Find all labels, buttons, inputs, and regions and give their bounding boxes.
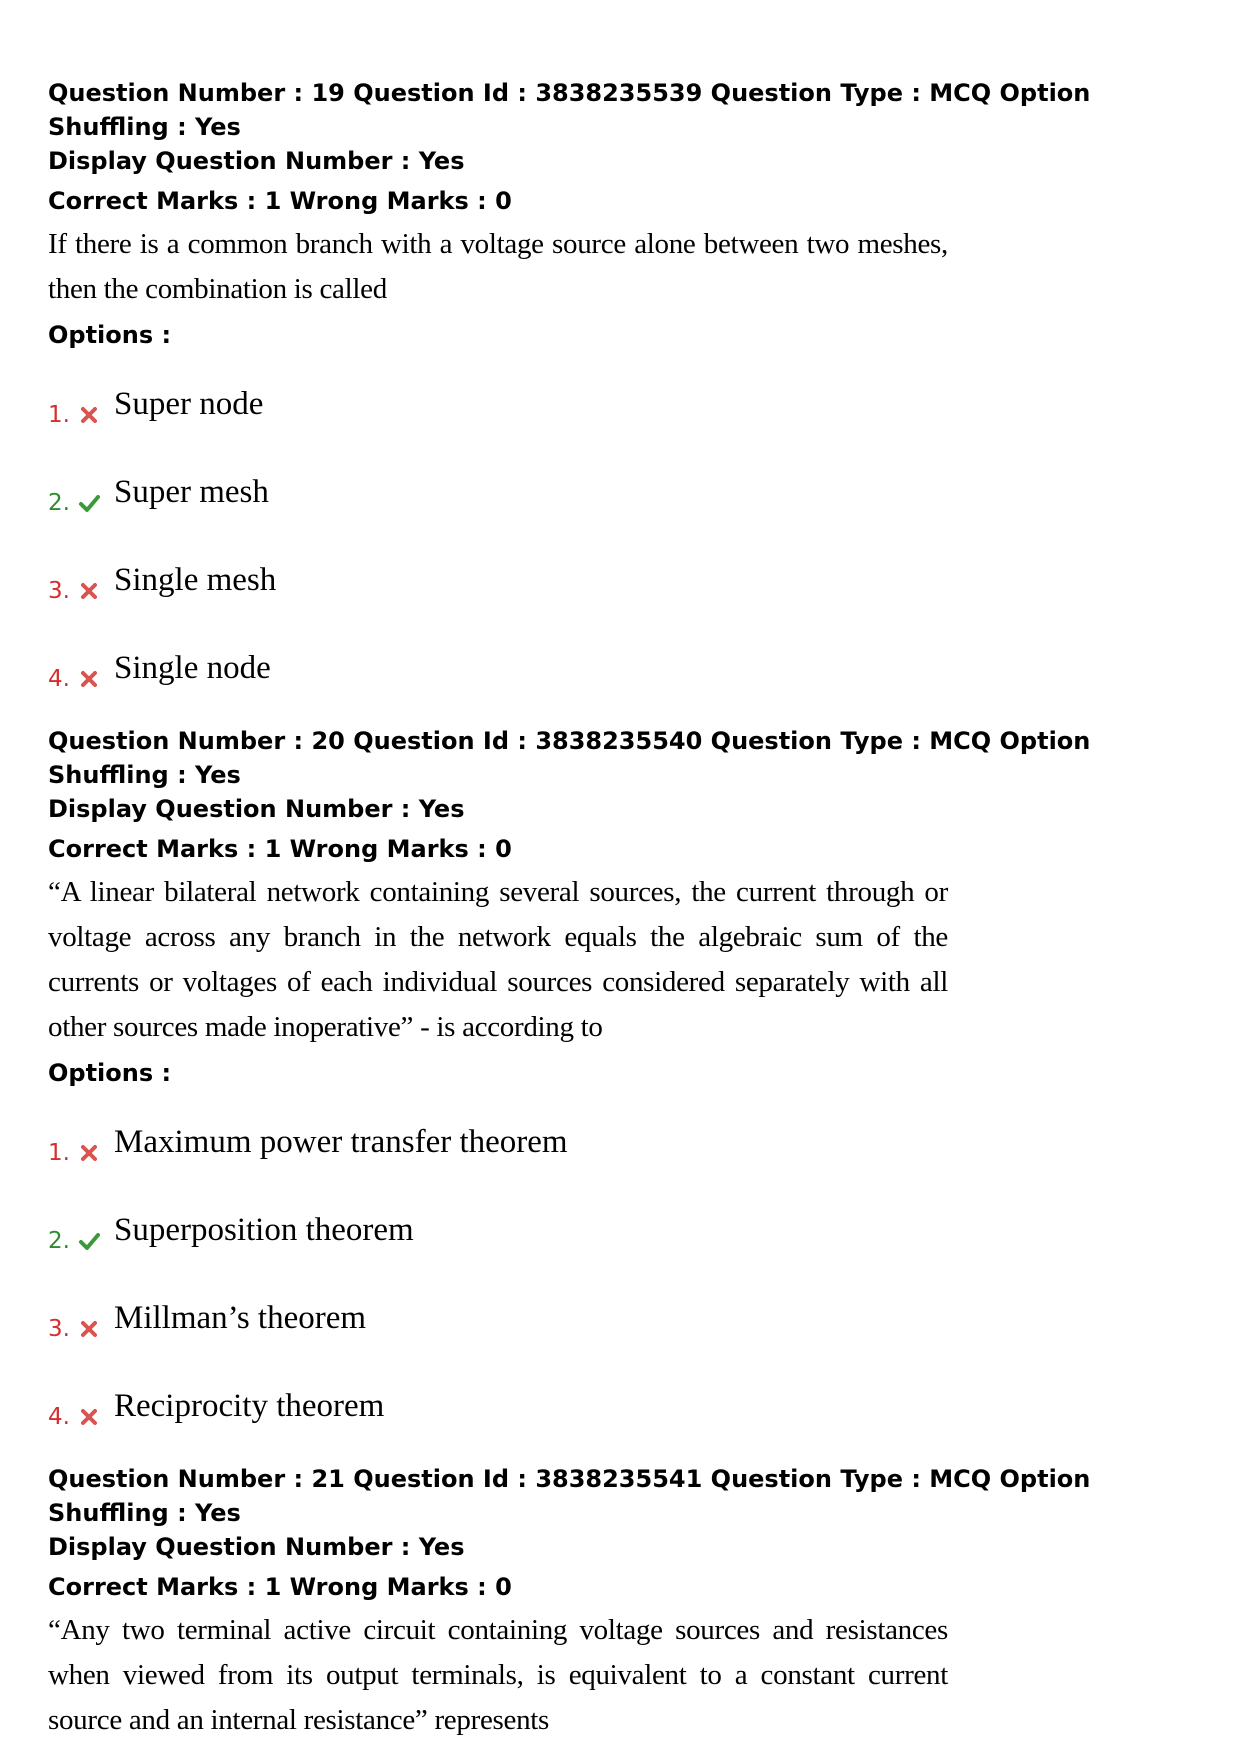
option-text: Maximum power transfer theorem: [114, 1124, 568, 1160]
question-text: If there is a common branch with a voltage source alone between two meshes, then the combination is called: [48, 228, 948, 305]
check-icon: [78, 1230, 100, 1252]
question-20: [48, 724, 1198, 1432]
options-list: [48, 1098, 1198, 1432]
cross-icon: [78, 1142, 100, 1164]
cross-icon: [78, 404, 100, 426]
option-number: 3.: [48, 578, 70, 604]
option-text: Single mesh: [114, 562, 277, 598]
marks-line: Correct Marks : 1 Wrong Marks : 0: [48, 1573, 512, 1601]
display-question-number: Display Question Number : Yes: [48, 1533, 465, 1561]
option-number: 4.: [48, 1404, 70, 1430]
question-text: “Any two terminal active circuit containing voltage sources and resistances when viewed from its output terminals, is equivalent to a constant current source and an internal resistance” represents: [48, 1614, 948, 1736]
marks-line: Correct Marks : 1 Wrong Marks : 0: [48, 187, 512, 215]
option-number: 4.: [48, 666, 70, 692]
option-2: [48, 1168, 1198, 1256]
option-number: 1.: [48, 402, 70, 428]
cross-icon: [78, 1406, 100, 1428]
option-1: [48, 360, 1198, 430]
option-4: [48, 606, 1198, 694]
option-number: 2.: [48, 490, 70, 516]
question-header: Question Number : 21 Question Id : 3838235541 Question Type : MCQ Option Shuffling : Yes: [48, 1465, 1091, 1527]
option-1: [48, 1098, 1198, 1168]
question-header: Question Number : 20 Question Id : 3838235540 Question Type : MCQ Option Shuffling : Yes: [48, 727, 1091, 789]
cross-icon: [78, 1318, 100, 1340]
question-19: [48, 76, 1198, 694]
option-number: 1.: [48, 1140, 70, 1166]
check-icon: [78, 492, 100, 514]
options-label: Options :: [48, 321, 172, 349]
cross-icon: [78, 668, 100, 690]
marks-line: Correct Marks : 1 Wrong Marks : 0: [48, 835, 512, 863]
display-question-number: Display Question Number : Yes: [48, 147, 465, 175]
option-3: [48, 1256, 1198, 1344]
cross-icon: [78, 580, 100, 602]
question-header: Question Number : 19 Question Id : 3838235539 Question Type : MCQ Option Shuffling : Yes: [48, 79, 1091, 141]
options-label: Options :: [48, 1059, 172, 1087]
option-text: Superposition theorem: [114, 1212, 414, 1248]
option-text: Super node: [114, 386, 264, 422]
option-text: Reciprocity theorem: [114, 1388, 385, 1424]
option-text: Super mesh: [114, 474, 269, 510]
option-3: [48, 518, 1198, 606]
option-2: [48, 430, 1198, 518]
question-text: “A linear bilateral network containing several sources, the current through or voltage across any branch in the network equals the algebraic sum of the currents or voltages of each individual sources considered separately with all other sources made inoperative” - is according to: [48, 876, 948, 1043]
option-text: Millman’s theorem: [114, 1300, 367, 1336]
option-text: Single node: [114, 650, 271, 686]
display-question-number: Display Question Number : Yes: [48, 795, 465, 823]
option-number: 3.: [48, 1316, 70, 1342]
option-4: [48, 1344, 1198, 1432]
question-21: [48, 1462, 1198, 1743]
options-list: [48, 360, 1198, 694]
option-number: 2.: [48, 1228, 70, 1254]
